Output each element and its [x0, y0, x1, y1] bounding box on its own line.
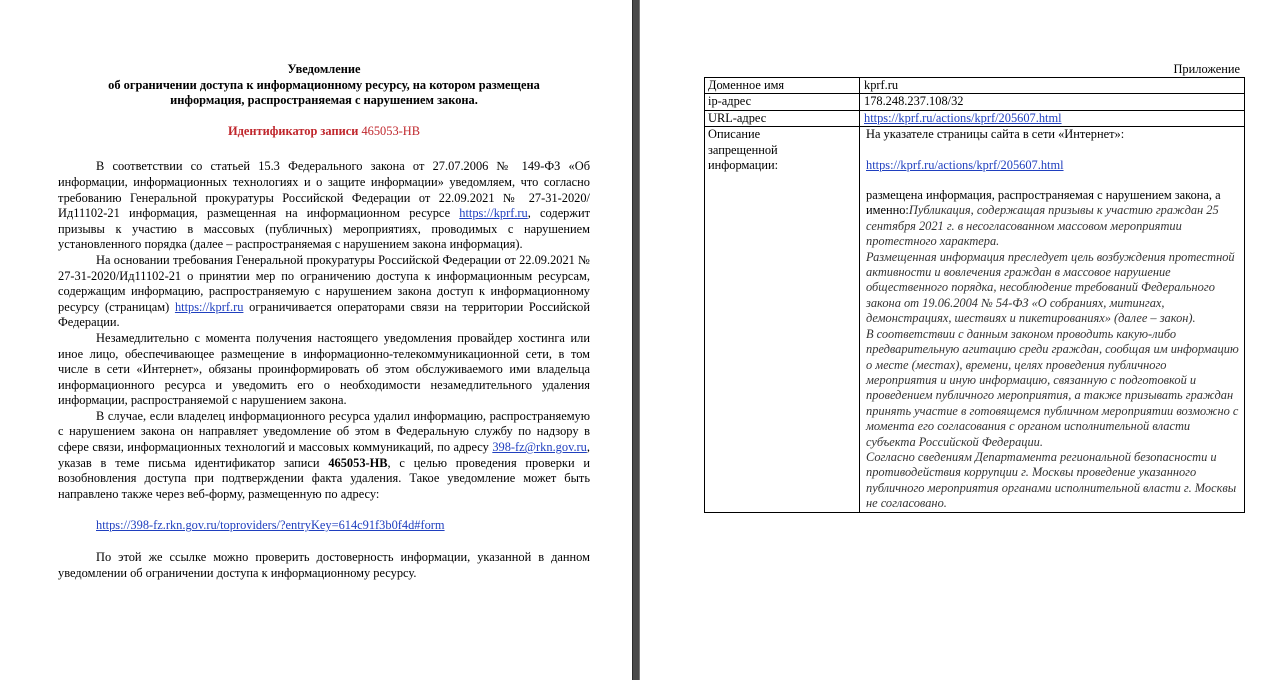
- kprf-link[interactable]: https://kprf.ru: [174, 299, 244, 314]
- notice-document: [58, 62, 590, 581]
- description-link[interactable]: https://kprf.ru/actions/kprf/205607.html: [866, 157, 1064, 172]
- paragraph-text: В случае, если владелец информационного ресурса удалил информацию, распространяемую с нарушением закона он направляет уведомление об этом в Федеральную службу по надзору в сфере связи, информационных технологий и массовых коммуникаций, по адресу: [58, 408, 590, 455]
- record-identifier: [58, 124, 590, 140]
- url-value: [860, 110, 1245, 126]
- table-row: [705, 110, 1245, 126]
- description-italic-text: Публикация, содержащая призывы к участию граждан 25 сентября 2021 г. в несогласованном массовом мероприятии протестного характера.: [866, 203, 1219, 249]
- appendix-page: [640, 0, 1280, 680]
- notice-page: [0, 0, 632, 680]
- notice-title-line: Уведомление: [287, 62, 361, 76]
- url-link[interactable]: https://kprf.ru/actions/kprf/205607.html: [864, 110, 1062, 125]
- domain-key: Доменное имя: [705, 78, 860, 94]
- paragraph-text: В соответствии со статьей 15.3 Федерального закона от 27.07.2006 № 149-ФЗ «Об информации, информационных технологиях и о защите информации» уведомляем, что согласно требованию Генеральной прокуратуры Российской Федерации от 22.09.2021 № 27-31-2020/Ид11102-21 информация, размещенная на информационном ресурсе: [58, 159, 590, 221]
- description-intro: На указателе страницы сайта в сети «Интернет»:: [866, 127, 1125, 142]
- table-row: [705, 127, 1245, 512]
- description-key-line: информации:: [708, 158, 779, 173]
- paragraph-text: ограничивается операторами связи на территории Российской Федерации.: [58, 299, 590, 330]
- paragraph-verification: По этой же ссылке можно проверить достоверность информации, указанной в данном уведомлении об ограничении доступа к информационному ресурсу.: [58, 550, 590, 580]
- description-italic-text: Согласно сведениям Департамента региональной безопасности и противодействия коррупции г. Москвы проведение указанного публичного мероприятия органами исполнительной власти г. Москвы не согласовано.: [866, 449, 1237, 511]
- table-row: [705, 94, 1245, 110]
- resource-details-table: [704, 77, 1245, 513]
- paragraph-text: На основании требования Генеральной прокуратуры Российской Федерации от 22.09.2021 № 27-31-2020/Ид11102-21 о принятии мер по ограничению доступа к информационным ресурсам, содержащим информацию, распространяемую с нарушением закона доступ к информационному ресурсу (страницам): [58, 252, 590, 314]
- ip-value: 178.248.237.108/32: [860, 94, 1245, 110]
- notice-title-line: об ограничении доступа к информационному ресурсу, на котором размещена: [108, 77, 540, 92]
- description-value: [860, 127, 1245, 512]
- description-italic-text: В соответствии с данным законом проводить какую-либо предварительную агитацию среди граждан, сообщая им информацию о месте (местах), времени, целях проведения публичного мероприятия и иную информацию, связанную с подготовкой и проведением публичного мероприятия, а также призывать граждан принять участие в готовящемся публичном мероприятии возможно с момента его согласования с органом исполнительной власти субъекта Российской Федерации.: [866, 326, 1239, 449]
- url-key: URL-адрес: [705, 110, 860, 126]
- description-key: [705, 127, 860, 512]
- table-row: [705, 78, 1245, 94]
- page-divider: [632, 0, 640, 680]
- description-body: [864, 188, 1240, 512]
- description-key-line: запрещенной: [708, 142, 778, 157]
- kprf-link[interactable]: https://kprf.ru: [459, 206, 528, 221]
- description-lead: размещена информация, распространяемая с нарушением закона, а именно:: [866, 188, 1221, 218]
- description-key-line: Описание: [708, 127, 761, 142]
- domain-value: kprf.ru: [860, 78, 1245, 94]
- paragraph-text: , с целью проведения проверки и возобновления доступа при подтверждении факта удаления. Такое уведомление может быть направлено также через веб-форму, размещенную по адресу:: [58, 455, 590, 501]
- paragraph-removal-procedure: [58, 409, 590, 503]
- notice-title-line: информация, распространяемая с нарушением закона.: [170, 93, 478, 108]
- paragraph-text: , содержит призывы к участию в массовых (публичных) мероприятиях, проводимых с нарушением установленного порядка (далее – распространяемая с нарушением закона информация).: [58, 206, 590, 252]
- paragraph-restriction: [58, 253, 590, 331]
- rkn-email-link[interactable]: 398-fz@rkn.gov.ru: [492, 440, 587, 455]
- appendix-label: Приложение: [1173, 62, 1240, 76]
- notice-title: [58, 62, 590, 109]
- rkn-webform-link[interactable]: https://398-fz.rkn.gov.ru/toproviders/?entryKey=614c91f3b0f4d#form: [96, 518, 445, 533]
- record-id-bold: 465053-НВ: [328, 455, 388, 470]
- record-identifier-label: Идентификатор записи: [228, 123, 359, 138]
- paragraph-legal-basis: [58, 159, 590, 253]
- ip-key: ip-адрес: [705, 94, 860, 110]
- record-identifier-value: 465053-НВ: [361, 123, 420, 138]
- paragraph-hosting-obligation: Незамедлительно с момента получения настоящего уведомления провайдер хостинга или иное лицо, обеспечивающее размещение в информационно-телекоммуникационной сети, в том числе в сети «Интернет», обязаны проинформировать об этом обслуживаемого ими владельца информационного ресурса и уведомить его о необходимости незамедлительного удаления информации, распространяемой с нарушением закона.: [58, 330, 590, 408]
- description-italic-text: Размещенная информация преследует цель возбуждения протестной активности и вовлечения граждан в массовое нарушение общественного порядка, несоблюдение требований Федерального закона от 19.06.2004 № 54-ФЗ «О собраниях, митингах, демонстрациях, шествиях и пикетированиях» (далее – закон).: [866, 249, 1235, 326]
- paragraph-text: , указав в теме письма идентификатор записи: [58, 440, 590, 470]
